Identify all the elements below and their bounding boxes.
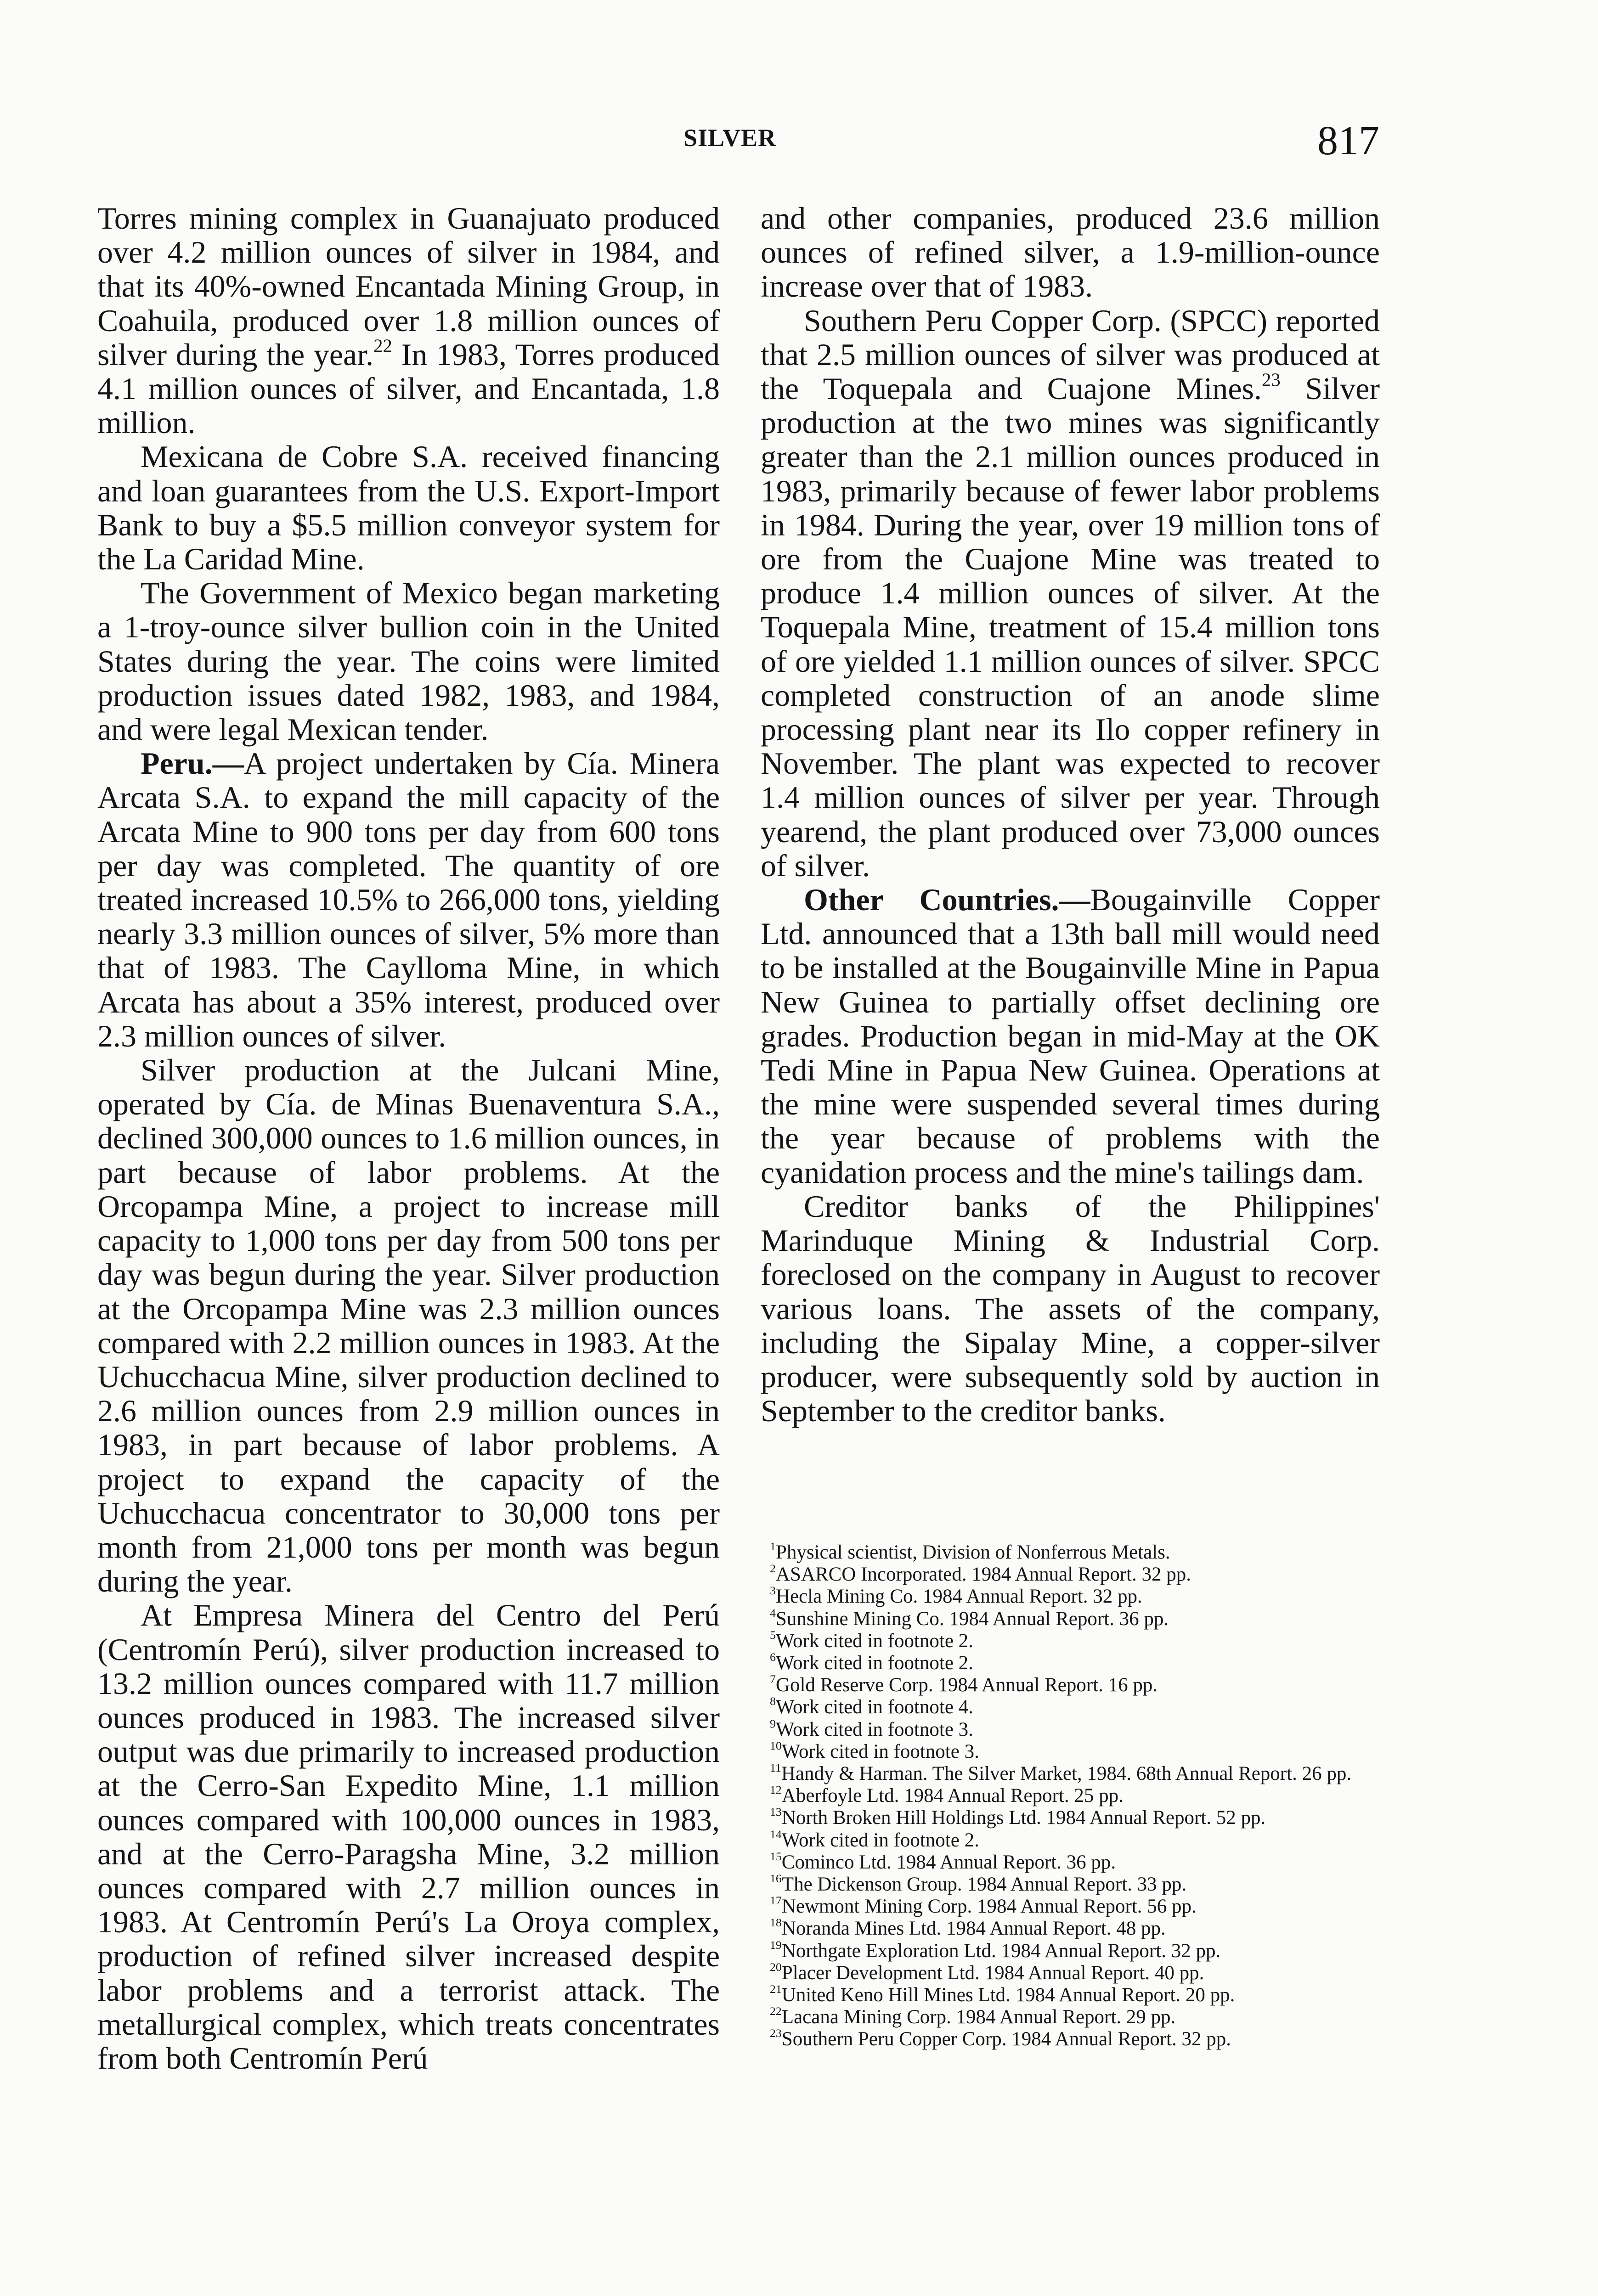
footnote-ref: 22 xyxy=(373,335,392,356)
footnote-number: 4 xyxy=(770,1606,776,1620)
section-heading-peru: Peru.— xyxy=(141,746,244,781)
footnote-number: 20 xyxy=(770,1960,782,1974)
footnote-text: Work cited in footnote 2. xyxy=(781,1829,979,1851)
footnote-number: 15 xyxy=(770,1849,782,1863)
footnote-number: 8 xyxy=(770,1694,776,1708)
footnote xyxy=(753,1851,1380,1874)
page-header xyxy=(0,117,1598,172)
footnote xyxy=(753,1741,1380,1763)
footnote-number: 12 xyxy=(770,1783,782,1797)
footnote-number: 3 xyxy=(770,1584,776,1598)
footnote-number: 21 xyxy=(770,1982,782,1996)
footnote xyxy=(753,1785,1380,1807)
footnote-number: 6 xyxy=(770,1650,776,1664)
footnote-text: United Keno Hill Mines Ltd. 1984 Annual Report. 20 pp. xyxy=(781,1984,1235,2006)
footnote-text: Hecla Mining Co. 1984 Annual Report. 32 pp. xyxy=(775,1586,1142,1608)
footnote-number: 10 xyxy=(770,1739,782,1752)
footnote xyxy=(753,1984,1380,2006)
footnote-text: Aberfoyle Ltd. 1984 Annual Report. 25 pp. xyxy=(781,1785,1124,1807)
paragraph xyxy=(761,304,1380,883)
right-column xyxy=(761,201,1380,1428)
footnote xyxy=(753,1962,1380,1984)
paragraph-text: In 1983, Torres produced 4.1 million ounces of silver, and Encantada, 1.8 million. xyxy=(97,337,720,440)
footnote xyxy=(753,1564,1380,1586)
footnote-text: Gold Reserve Corp. 1984 Annual Report. 16 pp. xyxy=(775,1674,1158,1696)
footnote xyxy=(753,1940,1380,1962)
footnote xyxy=(753,1918,1380,1940)
footnote-text: Noranda Mines Ltd. 1984 Annual Report. 48 pp. xyxy=(781,1918,1166,1940)
footnote xyxy=(753,1874,1380,1896)
footnote xyxy=(753,1652,1380,1674)
footnote-text: ASARCO Incorporated. 1984 Annual Report. 32 pp. xyxy=(775,1564,1191,1586)
paragraph xyxy=(97,746,720,1053)
footnote-ref: 23 xyxy=(1261,369,1281,390)
footnote xyxy=(753,1630,1380,1652)
footnote-text: Placer Development Ltd. 1984 Annual Report. 40 pp. xyxy=(781,1962,1204,1984)
footnote-text: Work cited in footnote 2. xyxy=(775,1630,973,1652)
footnote-text: North Broken Hill Holdings Ltd. 1984 Annual Report. 52 pp. xyxy=(781,1807,1266,1829)
footnote xyxy=(753,2006,1380,2028)
footnote-text: Northgate Exploration Ltd. 1984 Annual Report. 32 pp. xyxy=(781,1940,1221,1962)
paragraph: At Empresa Minera del Centro del Perú (Centromín Perú), silver production increased to 13.2 million ounces compared with 11.7 million ounces produced in 1983. The increased silver output was due primarily to increased production at the Cerro-San Expedito Mine, 1.1 million ounces compared with 100,000 ounces in 1983, and at the Cerro-Paragsha Mine, 3.2 million ounces compared with 2.7 million ounces in 1983. At Centromín Perú's La Oroya complex, production of refined silver increased despite labor problems and a terrorist attack. The metallurgical complex, which treats concentrates from both Centromín Perú xyxy=(97,1598,720,2076)
footnote-text: Work cited in footnote 2. xyxy=(775,1652,973,1674)
paragraph: and other companies, produced 23.6 million ounces of refined silver, a 1.9-million-ounce increase over that of 1983. xyxy=(761,201,1380,304)
footnote-number: 19 xyxy=(770,1938,782,1952)
section-heading-other-countries: Other Countries.— xyxy=(804,882,1090,917)
footnote xyxy=(753,1696,1380,1718)
paragraph: Silver production at the Julcani Mine, operated by Cía. de Minas Buenaventura S.A., declined 300,000 ounces to 1.6 million ounces, in part because of labor problems. At the Orcopampa Mine, a project to increase mill capacity to 1,000 tons per day from 500 tons per day was begun during the year. Silver production at the Orcopampa Mine was 2.3 million ounces compared with 2.2 million ounces in 1983. At the Uchucchacua Mine, silver production declined to 2.6 million ounces from 2.9 million ounces in 1983, in part because of labor problems. A project to expand the capacity of the Uchucchacua concentrator to 30,000 tons per month from 21,000 tons per month was begun during the year. xyxy=(97,1052,720,1599)
footnote xyxy=(753,1539,1380,1564)
footnote-number: 11 xyxy=(770,1761,781,1774)
footnote-text: Work cited in footnote 3. xyxy=(781,1740,979,1762)
footnote-number: 14 xyxy=(770,1827,782,1841)
footnote-number: 22 xyxy=(770,2004,782,2018)
paragraph-text: Southern Peru Copper Corp. (SPCC) reported that 2.5 million ounces of silver was produced at the Toquepala and Cuajone Mines. xyxy=(761,303,1380,406)
footnote-text: Lacana Mining Corp. 1984 Annual Report. 29 pp. xyxy=(781,2006,1176,2028)
footnote-number: 7 xyxy=(770,1672,776,1686)
footnote-number: 5 xyxy=(770,1628,776,1642)
footnote-text: Sunshine Mining Co. 1984 Annual Report. 36 pp. xyxy=(775,1608,1169,1630)
paragraph xyxy=(761,883,1380,1189)
footnote-number: 16 xyxy=(770,1872,782,1885)
footnote-text: Newmont Mining Corp. 1984 Annual Report. 56 pp. xyxy=(781,1896,1197,1918)
footnote-text: Work cited in footnote 4. xyxy=(775,1696,973,1718)
footnote-text: Handy & Harman. The Silver Market, 1984. 68th Annual Report. 26 pp. xyxy=(781,1763,1352,1785)
footnote-number: 18 xyxy=(770,1916,782,1930)
footnote-number: 23 xyxy=(770,2026,782,2040)
footnote-number: 13 xyxy=(770,1805,782,1819)
paragraph-text: A project undertaken by Cía. Minera Arcata S.A. to expand the mill capacity of the Arcata Mine to 900 tons per day from 600 tons per day was completed. The quantity of ore treated increased 10.5% to 266,000 tons, yielding nearly 3.3 million ounces of silver, 5% more than that of 1983. The Caylloma Mine, in which Arcata has about a 35% interest, produced over 2.3 million ounces of silver. xyxy=(97,746,720,1053)
footnote xyxy=(753,1608,1380,1630)
footnote-number: 9 xyxy=(770,1716,776,1730)
footnote-text: Work cited in footnote 3. xyxy=(775,1718,973,1740)
paragraph-text: Bougainville Copper Ltd. announced that a 13th ball mill would need to be installed at the Bougainville Mine in Papua New Guinea to partially offset declining ore grades. Production began in mid-May at the OK Tedi Mine in Papua New Guinea. Operations at the mine were suspended several times during the year because of problems with the cyanidation process and the mine's tailings dam. xyxy=(761,882,1380,1190)
footnote-text: Southern Peru Copper Corp. 1984 Annual Report. 32 pp. xyxy=(781,2028,1231,2050)
footnote-text: Physical scientist, Division of Nonferrous Metals. xyxy=(775,1542,1170,1563)
footnote xyxy=(753,1586,1380,1608)
footnote xyxy=(753,1896,1380,1918)
footnote xyxy=(753,2028,1380,2050)
footnote xyxy=(753,1674,1380,1696)
page-number: 817 xyxy=(1317,118,1379,163)
footnotes xyxy=(753,1539,1380,2051)
footnote-number: 1 xyxy=(770,1539,776,1553)
paragraph: Mexicana de Cobre S.A. received financing and loan guarantees from the U.S. Export-Import Bank to buy a $5.5 million conveyor system for the La Caridad Mine. xyxy=(97,439,720,577)
footnote xyxy=(753,1829,1380,1851)
footnote-text: The Dickenson Group. 1984 Annual Report. 33 pp. xyxy=(781,1874,1187,1896)
footnote-number: 2 xyxy=(770,1562,776,1576)
footnote-text: Cominco Ltd. 1984 Annual Report. 36 pp. xyxy=(781,1851,1116,1873)
footnote xyxy=(753,1763,1380,1785)
paragraph: The Government of Mexico began marketing a 1-troy-ounce silver bullion coin in the United States during the year. The coins were limited production issues dated 1982, 1983, and 1984, and were legal Mexican tender. xyxy=(97,575,720,747)
paragraph: Creditor banks of the Philippines' Marinduque Mining & Industrial Corp. foreclosed on the company in August to recover various loans. The assets of the company, including the Sipalay Mine, a copper-silver producer, were subsequently sold by auction in September to the creditor banks. xyxy=(761,1188,1380,1429)
footnote-number: 17 xyxy=(770,1894,782,1908)
left-column xyxy=(97,201,720,2075)
paragraph xyxy=(97,201,720,439)
paragraph-text: Torres mining complex in Guanajuato produced over 4.2 million ounces of silver in 1984, and that its 40%-owned Encantada Mining Group, in Coahuila, produced over 1.8 million ounces of silver during the year. xyxy=(97,201,720,372)
footnote xyxy=(753,1716,1380,1741)
running-title: SILVER xyxy=(683,124,777,152)
footnote xyxy=(753,1807,1380,1829)
paragraph-text: Silver production at the two mines was significantly greater than the 2.1 million ounces produced in 1983, primarily because of fewer labor problems in 1984. During the year, over 19 million tons of ore from the Cuajone Mine was treated to produce 1.4 million ounces of silver. At the Toquepala Mine, treatment of 15.4 million tons of ore yielded 1.1 million ounces of silver. SPCC completed construction of an anode slime processing plant near its Ilo copper refinery in November. The plant was expected to recover 1.4 million ounces of silver per year. Through yearend, the plant produced over 73,000 ounces of silver. xyxy=(761,371,1380,883)
